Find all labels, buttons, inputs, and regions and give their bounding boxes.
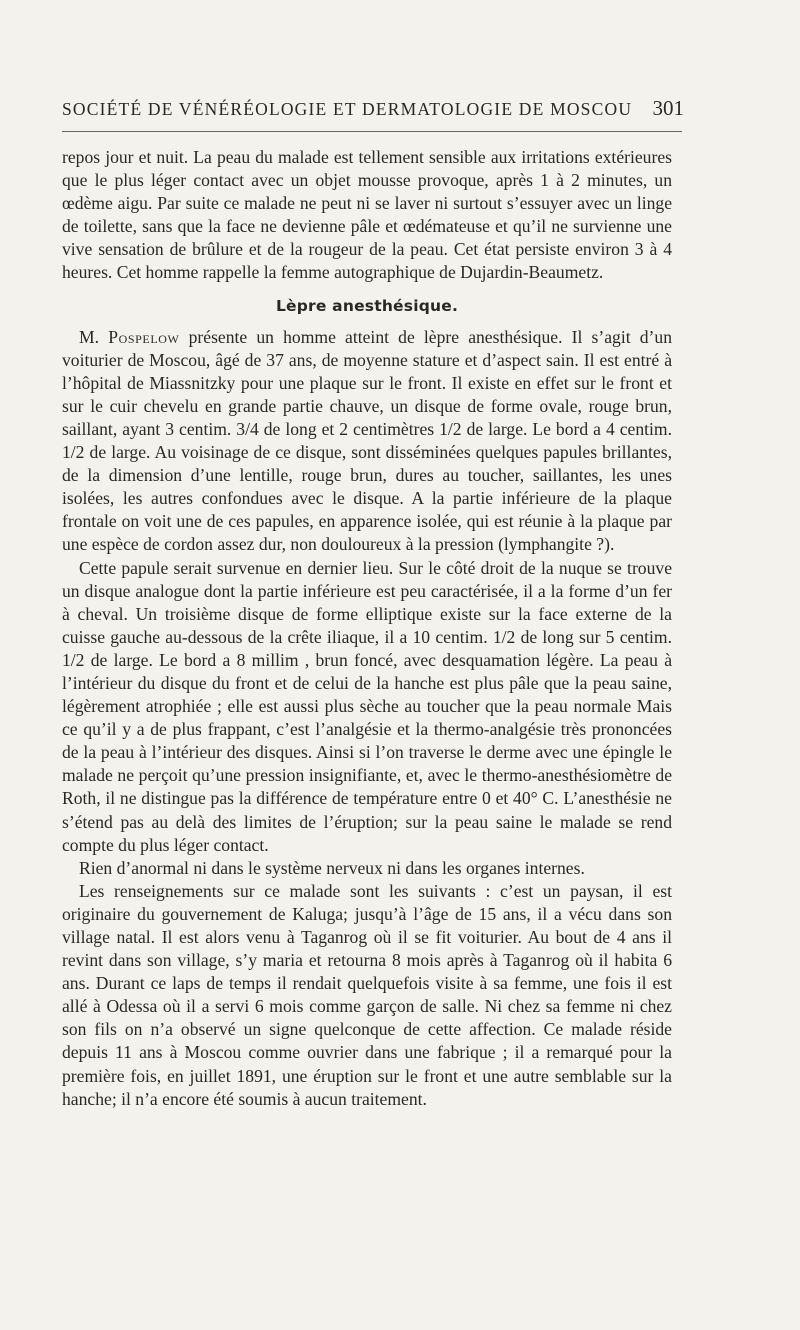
page-number: 301 <box>652 96 684 120</box>
speaker-name: Pospelow <box>108 326 180 347</box>
paragraph-history: Les renseignements sur ce malade sont les suivants : c’est un paysan, il est originaire du gouvernement de Kaluga; jusqu’à l’âge de 15 ans, il a vécu dans son village natal. Il est alors venu à Taganrog où il se fit voiturier. Au bout de 4 ans il revint dans son village, s’y maria et retourna 8 mois après à Taganrog où il habita 6 ans. Durant ce laps de temps il rendait quelquefois visite à sa femme, une fois il est allé à Odessa où il a servi 6 mois comme garçon de salle. Ni chez sa femme ni chez son fils on n’a observé un signe quelconque de cette affection. Ce malade réside depuis 11 ans à Moscou comme ouvrier dans une fabrique ; il a remarqué pour la première fois, en juillet 1891, une éruption sur le front et une autre semblable sur la hanche; il n’a encore été soumis à aucun traitement. <box>62 880 672 1109</box>
paragraph-continuation: repos jour et nuit. La peau du malade est tellement sensible aux irritations extérieures que le plus léger contact avec un objet mousse provoque, après 1 à 2 minutes, un œdème aigu. Par suite ce malade ne peut ni se laver ni surtout s’essuyer avec un linge de toilette, sans que la face ne devienne pâle et œdémateuse et qu’il ne survienne une vive sensation de brûlure et de la rougeur de la peau. Cet état persiste environ 3 à 4 heures. Cet homme rappelle la femme autographique de Dujardin-Beaumetz. <box>62 147 672 283</box>
paragraph-lesions: Cette papule serait survenue en dernier lieu. Sur le côté droit de la nuque se trouve un disque analogue dont la partie inférieure est peu caractérisée, il a la forme d’un fer à cheval. Un troisième disque de forme elliptique existe sur la face externe de la cuisse gauche au-dessous de la crête iliaque, il a 10 centim. 1/2 de long sur 5 centim. 1/2 de large. Le bord a 8 millim , brun foncé, avec desquamation légère. La peau à l’intérieur du disque du front et de celui de la hanche est plus pâle que la peau saine, légèrement atrophiée ; elle est aussi plus sèche au toucher que la peau normale Mais ce qu’il y a de plus frappant, c’est l’analgésie et la thermo-analgésie très prononcées de la peau à l’intérieur des disques. Ainsi si l’on traverse le derme avec une épingle le malade ne perçoit qu’une pression insignifiante, et, avec le thermo-anesthésiomètre de Roth, il ne distingue pas la différence de température entre 0 et 40° C. L’anesthésie ne s’étend pas au delà des limites de l’éruption; sur la peau saine le malade se rend compte du plus léger contact. <box>62 557 672 855</box>
speaker-prefix: M. <box>79 326 100 347</box>
article-body <box>62 146 672 1111</box>
running-title: SOCIÉTÉ DE VÉNÉRÉOLOGIE ET DERMATOLOGIE DE MOSCOU <box>62 99 633 119</box>
paragraph-presentation-text: présente un homme atteint de lèpre anesthésique. Il s’agit d’un voiturier de Moscou, âgé de 37 ans, de moyenne stature et d’aspect sain. Il est entré à l’hôpital de Miassnitzky pour une plaque sur le front. Il existe en effet sur le front et sur le cuir chevelu en grande partie chauve, un disque de forme ovale, rouge brun, saillant, ayant 3 centim. 3/4 de long et 2 centimètres 1/2 de large. Le bord a 4 centim. 1/2 de large. Au voisinage de ce disque, sont disséminées quelques papules brillantes, de la dimension d’une lentille, rouge brun, dures au toucher, saillantes, les unes isolées, les autres confondues avec le disque. A la partie inférieure de la plaque frontale on voit une de ces papules, en apparence isolée, qui est réunie à la plaque par une espèce de cordon assez dur, non douloureux à la pression (lymphangite ?). <box>62 326 673 555</box>
section-heading: Lèpre anesthésique. <box>275 296 459 315</box>
header-rule <box>62 131 682 132</box>
paragraph-presentation <box>62 326 672 557</box>
running-header <box>62 96 684 121</box>
paragraph-examination: Rien d’anormal ni dans le système nerveux ni dans les organes internes. <box>79 857 585 878</box>
